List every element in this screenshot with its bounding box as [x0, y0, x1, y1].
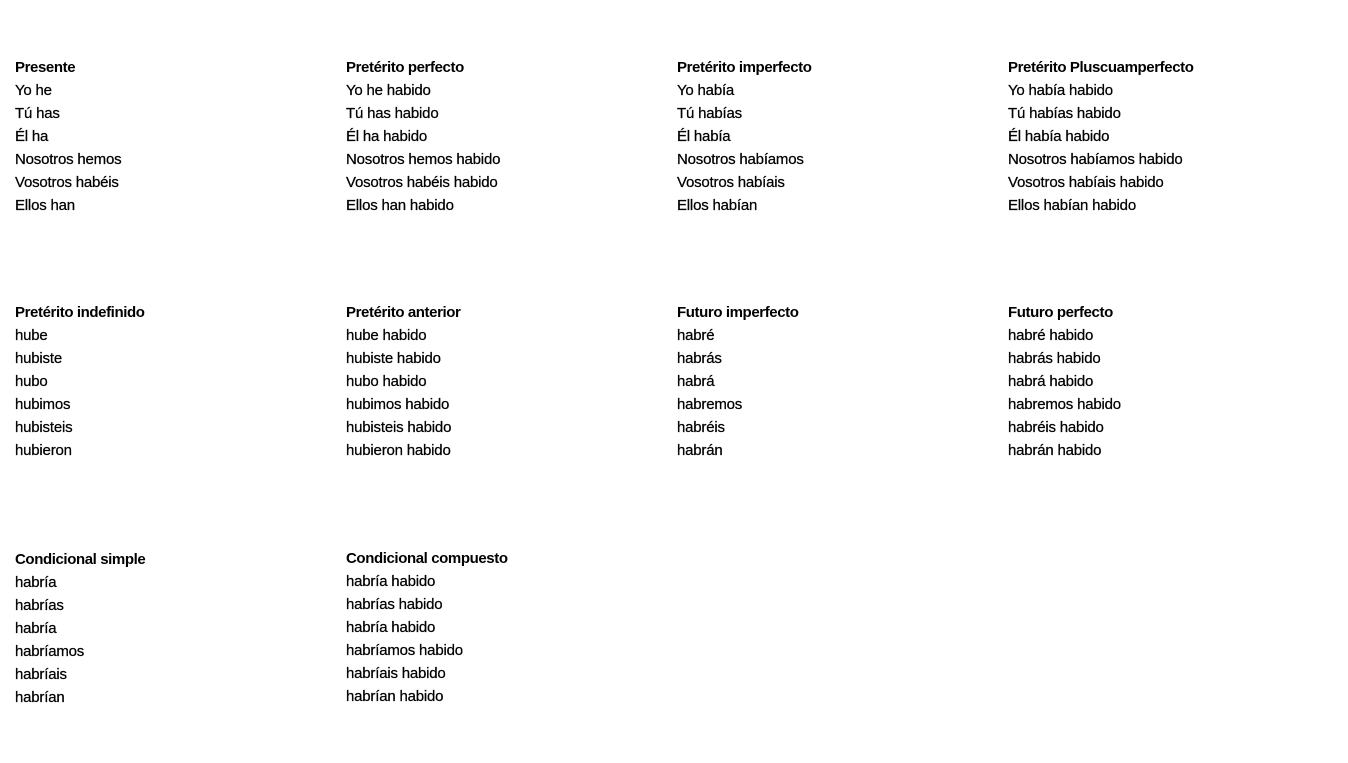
conjugation-line: habría: [15, 574, 57, 591]
conjugation-line: Vosotros habéis habido: [346, 174, 498, 191]
conjugation-line: habríamos: [15, 643, 85, 660]
conjugation-line: Nosotros hemos: [15, 151, 122, 168]
conjugation-line: Tú has: [15, 105, 60, 122]
tense-title: Pretérito anterior: [346, 304, 461, 321]
conjugation-line: hubisteis habido: [346, 419, 452, 436]
conjugation-line: habré: [677, 327, 715, 344]
tense-title: Pretérito imperfecto: [677, 59, 812, 76]
conjugation-line: Él ha: [15, 128, 49, 145]
conjugation-line: hube: [15, 327, 48, 344]
conjugation-line: Ellos habían: [677, 197, 758, 214]
conjugation-line: habréis: [677, 419, 725, 436]
conjugation-line: habríais: [15, 666, 67, 683]
conjugation-line: hubo: [15, 373, 48, 390]
conjugation-line: habréis habido: [1008, 419, 1104, 436]
conjugation-line: hubieron: [15, 442, 72, 459]
tense-block-presente: [15, 56, 335, 217]
conjugation-line: Nosotros hemos habido: [346, 151, 501, 168]
conjugation-line: Ellos habían habido: [1008, 197, 1136, 214]
conjugation-line: habría habido: [346, 573, 436, 590]
conjugation-line: Tú habías: [677, 105, 742, 122]
conjugation-line: habría: [15, 620, 57, 637]
conjugation-line: habrías: [15, 597, 64, 614]
conjugation-line: Yo había: [677, 82, 735, 99]
conjugation-line: habrías habido: [346, 596, 443, 613]
conjugation-line: Él había habido: [1008, 128, 1110, 145]
conjugation-line: habrán habido: [1008, 442, 1102, 459]
conjugation-line: Él había: [677, 128, 731, 145]
conjugation-line: Ellos han: [15, 197, 75, 214]
conjugation-line: Vosotros habíais habido: [1008, 174, 1164, 191]
tense-block-preterito-indefinido: [15, 301, 335, 462]
tense-block-condicional-simple: [15, 548, 335, 709]
conjugation-line: habrán: [677, 442, 723, 459]
conjugation-line: Nosotros habíamos: [677, 151, 804, 168]
tense-title: Pretérito Pluscuamperfecto: [1008, 59, 1194, 76]
conjugation-line: habré habido: [1008, 327, 1094, 344]
conjugation-line: habríais habido: [346, 665, 446, 682]
tense-block-preterito-pluscuamperfecto: [1008, 56, 1328, 217]
conjugation-line: habremos: [677, 396, 743, 413]
conjugation-line: habrían habido: [346, 688, 444, 705]
conjugation-line: hubiste: [15, 350, 62, 367]
tense-title: Condicional compuesto: [346, 550, 508, 567]
conjugation-line: Vosotros habéis: [15, 174, 119, 191]
conjugation-line: habrían: [15, 689, 65, 706]
conjugation-line: hubiste habido: [346, 350, 441, 367]
conjugation-line: Tú has habido: [346, 105, 439, 122]
conjugation-line: hubisteis: [15, 419, 73, 436]
conjugation-line: hube habido: [346, 327, 427, 344]
conjugation-line: hubimos: [15, 396, 71, 413]
conjugation-line: hubimos habido: [346, 396, 450, 413]
conjugation-line: Yo he: [15, 82, 52, 99]
tense-block-futuro-imperfecto: [677, 301, 997, 462]
conjugation-line: hubieron habido: [346, 442, 451, 459]
tense-title: Pretérito perfecto: [346, 59, 464, 76]
conjugation-line: hubo habido: [346, 373, 427, 390]
conjugation-line: Yo había habido: [1008, 82, 1113, 99]
conjugation-line: habrás habido: [1008, 350, 1101, 367]
conjugation-line: habrás: [677, 350, 722, 367]
conjugation-line: Ellos han habido: [346, 197, 454, 214]
conjugation-line: Vosotros habíais: [677, 174, 785, 191]
tense-title: Presente: [15, 59, 76, 76]
tense-title: Condicional simple: [15, 551, 146, 568]
tense-block-futuro-perfecto: [1008, 301, 1328, 462]
tense-block-condicional-compuesto: [346, 547, 666, 708]
tense-title: Futuro imperfecto: [677, 304, 799, 321]
conjugation-line: habremos habido: [1008, 396, 1121, 413]
tense-title: Pretérito indefinido: [15, 304, 145, 321]
tense-title: Futuro perfecto: [1008, 304, 1113, 321]
tense-block-preterito-perfecto: [346, 56, 666, 217]
tense-block-preterito-imperfecto: [677, 56, 997, 217]
conjugation-line: Él ha habido: [346, 128, 428, 145]
conjugation-line: Nosotros habíamos habido: [1008, 151, 1183, 168]
conjugation-line: habríamos habido: [346, 642, 463, 659]
conjugation-line: Yo he habido: [346, 82, 431, 99]
conjugation-line: habrá: [677, 373, 715, 390]
conjugation-line: Tú habías habido: [1008, 105, 1121, 122]
conjugation-line: habrá habido: [1008, 373, 1094, 390]
conjugation-line: habría habido: [346, 619, 436, 636]
tense-block-preterito-anterior: [346, 301, 666, 462]
